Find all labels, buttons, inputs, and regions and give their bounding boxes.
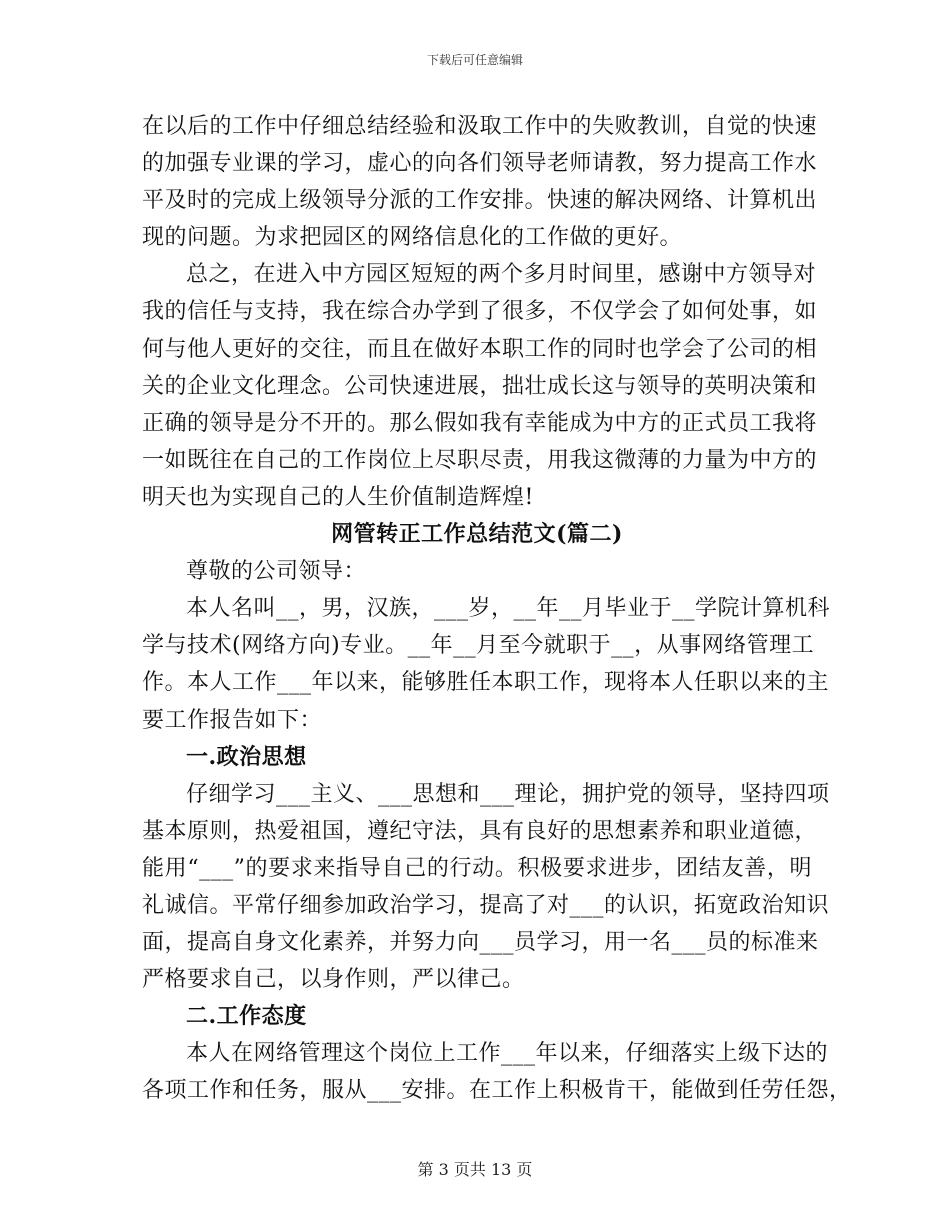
paragraph-line: 基本原则，热爱祖国，遵纪守法，具有良好的思想素养和职业道德， bbox=[142, 818, 818, 844]
paragraph-line: 在以后的工作中仔细总结经验和汲取工作中的失败教训，自觉的快速 bbox=[142, 114, 818, 139]
paragraph-line: 平及时的完成上级领导分派的工作安排。快速的解决网络、计算机出 bbox=[142, 188, 818, 214]
section-title: 网管转正工作总结范文(篇二) bbox=[331, 521, 623, 548]
paragraph-line: 严格要求自己，以身作则，严以律己。 bbox=[142, 967, 525, 993]
paragraph-line: 关的企业文化理念。公司快速进展，拙壮成长这与领导的英明决策和 bbox=[142, 373, 818, 399]
salutation: 尊敬的公司领导： bbox=[186, 559, 367, 585]
subheading: 一.政治思想 bbox=[186, 743, 307, 770]
page-header: 下载后可任意编辑 bbox=[426, 53, 523, 67]
paragraph-line: 各项工作和任务，服从___安排。在工作上积极肯干，能做到任劳任怨， bbox=[142, 1078, 852, 1104]
document-body bbox=[142, 108, 852, 1110]
page-footer: 第 3 页共 13 页 bbox=[417, 1160, 533, 1179]
paragraph-line: 本人在网络管理这个岗位上工作___年以来，仔细落实上级下达的 bbox=[186, 1041, 829, 1067]
paragraph-line: 现的问题。为求把园区的网络信息化的工作做的更好。 bbox=[142, 225, 683, 251]
paragraph-line: 本人名叫__，男，汉族，___岁，__年__月毕业于__学院计算机科 bbox=[186, 596, 831, 622]
paragraph-line: 总之，在进入中方园区短短的两个多月时间里，感谢中方领导对 bbox=[186, 262, 817, 288]
paragraph-line: 要工作报告如下： bbox=[142, 707, 323, 733]
paragraph-line: 能用“___”的要求来指导自己的行动。积极要求进步，团结友善，明 bbox=[142, 855, 812, 881]
paragraph-line: 何与他人更好的交往，而且在做好本职工作的同时也学会了公司的相 bbox=[142, 336, 818, 362]
paragraph-line: 我的信任与支持，我在综合办学到了很多，不仅学会了如何处事，如 bbox=[142, 299, 818, 325]
paragraph-line: 仔细学习___主义、___思想和___理论，拥护党的领导，坚持四项 bbox=[186, 781, 830, 807]
paragraph-line: 作。本人工作___年以来，能够胜任本职工作，现将本人任职以来的主 bbox=[142, 670, 830, 696]
paragraph-line: 一如既往在自己的工作岗位上尽职尽责，用我这微薄的力量为中方的 bbox=[142, 447, 818, 473]
paragraph-line: 明天也为实现自己的人生价值制造辉煌! bbox=[142, 484, 534, 510]
paragraph-line: 面，提高自身文化素养，并努力向___员学习，用一名___员的标准来 bbox=[142, 930, 819, 956]
paragraph-line: 学与技术(网络方向)专业。__年__月至今就职于__，从事网络管理工 bbox=[142, 633, 815, 659]
paragraph-line: 正确的领导是分不开的。那么假如我有幸能成为中方的正式员工我将 bbox=[142, 410, 818, 436]
subheading: 二.工作态度 bbox=[186, 1003, 307, 1030]
paragraph-line: 礼诚信。平常仔细参加政治学习，提高了对___的认识，拓宽政治知识 bbox=[142, 892, 830, 918]
paragraph-line: 的加强专业课的学习，虚心的向各们领导老师请教，努力提高工作水 bbox=[142, 151, 818, 177]
